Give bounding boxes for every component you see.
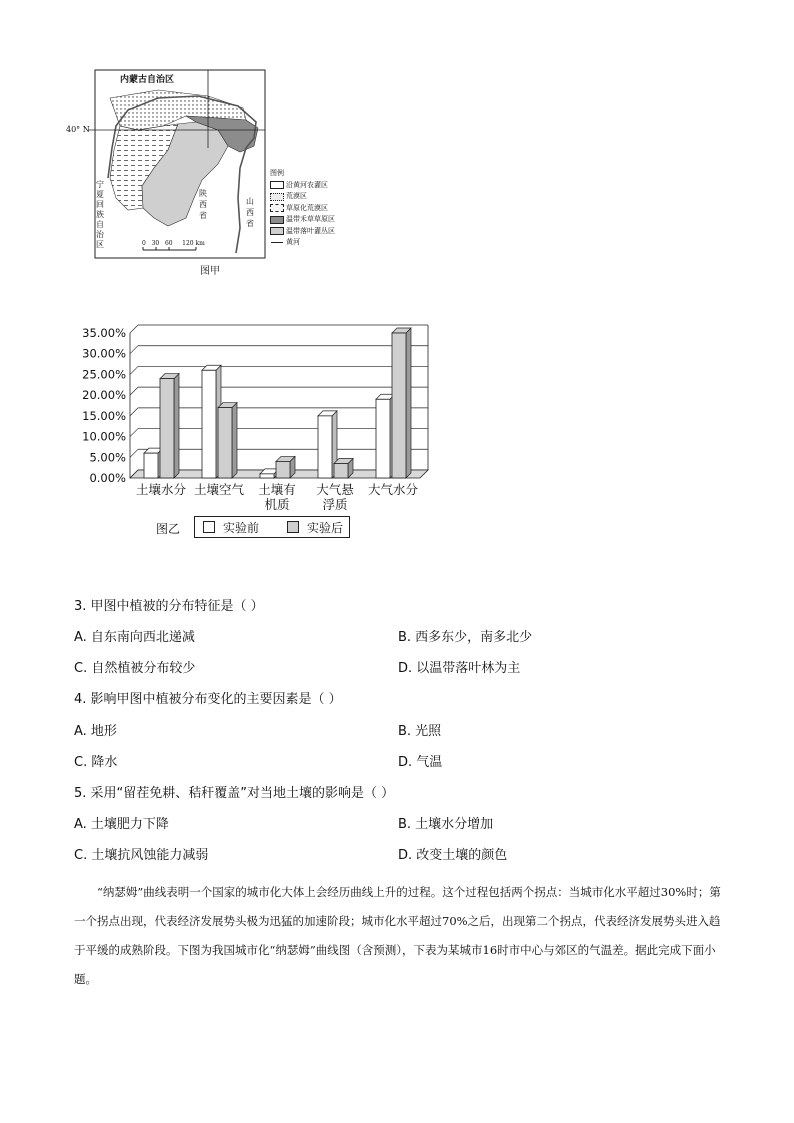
chart-legend [194, 516, 350, 538]
inner-mongolia-label: 内蒙古自治区 [120, 75, 175, 85]
legend-item: 黄河 [286, 238, 300, 246]
question-4-option-a[interactable]: A. 地形 [74, 724, 117, 739]
bar-chart [60, 318, 440, 518]
chart-caption: 图乙 [156, 522, 181, 536]
bar-after-5 [392, 328, 411, 478]
legend-swatch-after [287, 521, 299, 533]
question-5-option-c[interactable]: C. 土壤抗风蚀能力减弱 [74, 848, 209, 863]
gridline-diag [130, 346, 138, 354]
intro-paragraph: “纳瑟姆”曲线表明一个国家的城市化大体上会经历曲线上升的过程。这个过程包括两个拐点：当城市化水平超过30%时；第一个拐点出现，代表经济发展势头极为迅猛的加速阶段；城市化水平超过70%之后，出现第二个拐点，代表经济发展势头进入趋于平缓的成熟阶段。下图为我国城市化“纳瑟姆”曲线图（含预测），下表为某城市16时市中心与郊区的气温差。据此完成下面小题。 [74, 885, 721, 986]
gridline-diag [130, 366, 138, 374]
legend-title: 图例 [270, 169, 284, 177]
question-3-option-c[interactable]: C. 自然植被分布较少 [74, 661, 196, 676]
question-3-option-a[interactable]: A. 自东南向西北递减 [74, 630, 195, 645]
bar-after-1-side [174, 374, 179, 478]
legend-item: 草原化荒漠区 [286, 203, 328, 212]
y-tick-label: 20.00% [82, 388, 126, 403]
y-tick-label: 10.00% [82, 429, 126, 444]
ningxia-label: 宁 夏 回 族 自 治 区 [96, 180, 104, 249]
bar-before-5-front [376, 399, 390, 478]
legend-item: 荒漠区 [286, 192, 307, 200]
question-4-option-c[interactable]: C. 降水 [74, 755, 118, 770]
bar-after-2-front [218, 408, 232, 478]
question-5-stem: 5. 采用“留茬免耕、秸秆覆盖”对当地土壤的影响是（ ） [74, 786, 395, 801]
gridline-diag [130, 325, 138, 333]
bar-after-2-side [232, 403, 237, 478]
legend-swatch-steppe-desert [270, 204, 284, 212]
y-tick-label: 35.00% [82, 326, 126, 340]
bar-before-2-front [202, 370, 216, 478]
question-5-option-a[interactable]: A. 土壤肥力下降 [74, 817, 169, 832]
question-5-option-d[interactable]: D. 改变土壤的颜色 [398, 848, 508, 863]
question-5-option-b[interactable]: B. 土壤水分增加 [398, 817, 494, 832]
gridline-diag [130, 408, 138, 416]
shaanxi-label: 陕 西 省 [199, 189, 207, 220]
gridline-diag [130, 429, 138, 437]
x-tick-label: 机质 [264, 497, 290, 512]
legend-before-label: 实验前 [223, 520, 260, 535]
bar-after-5-side [406, 328, 411, 478]
y-tick-label: 5.00% [89, 450, 126, 465]
map-caption: 图甲 [200, 266, 220, 277]
legend-after-label: 实验后 [307, 520, 344, 535]
x-tick-label: 土壤水分 [135, 482, 187, 497]
legend-item: 温带落叶灌丛区 [286, 226, 335, 235]
bar-before-4-front [318, 416, 332, 478]
shanxi-label: 山 西 省 [246, 197, 254, 228]
x-tick-label: 土壤空气 [193, 482, 245, 497]
bar-after-3 [276, 456, 295, 478]
bar-after-5-front [392, 333, 406, 478]
legend-item: 沿黄河农灌区 [286, 180, 328, 189]
x-tick-label: 大气水分 [367, 482, 419, 497]
question-4-option-b[interactable]: B. 光照 [398, 724, 442, 739]
y-tick-label: 0.00% [89, 471, 126, 485]
question-3-option-b[interactable]: B. 西多东少，南多北少 [398, 630, 533, 645]
bar-after-3-front [276, 461, 290, 478]
question-4-stem: 4. 影响甲图中植被分布变化的主要因素是（ ） [74, 692, 342, 707]
y-tick-label: 15.00% [82, 408, 126, 423]
legend-swatch-desert [270, 193, 284, 201]
x-tick-label: 浮质 [322, 497, 348, 512]
gridline-diag [130, 387, 138, 395]
question-3-stem: 3. 甲图中植被的分布特征是（ ） [74, 599, 264, 614]
legend-swatch-before [203, 521, 215, 533]
legend-swatch-grassland [270, 216, 284, 224]
bar-after-4 [334, 459, 353, 479]
map-legend [270, 168, 335, 249]
legend-swatch-river [271, 242, 283, 243]
gridline-diag [130, 449, 138, 457]
legend-swatch-shrub [270, 227, 284, 235]
question-4-option-d[interactable]: D. 气温 [398, 755, 443, 770]
bar-after-1-front [160, 379, 174, 478]
y-tick-label: 25.00% [82, 367, 126, 382]
y-tick-label: 30.00% [82, 346, 126, 361]
question-3-option-d[interactable]: D. 以温带落叶林为主 [398, 661, 521, 676]
x-tick-label: 大气悬 [316, 482, 354, 497]
bar-before-3-front [260, 474, 274, 478]
x-tick-label: 土壤有 [258, 482, 296, 497]
bar-after-4-front [334, 464, 348, 479]
bar-after-1 [160, 374, 179, 478]
legend-item: 温带禾草草原区 [286, 215, 335, 223]
bar-before-1-front [144, 453, 158, 478]
bar-after-2 [218, 403, 237, 478]
scale-ticks: 0 30 60 120 km [142, 240, 205, 247]
legend-swatch-irrigation [270, 181, 284, 189]
latitude-label: 40° N [66, 125, 90, 134]
